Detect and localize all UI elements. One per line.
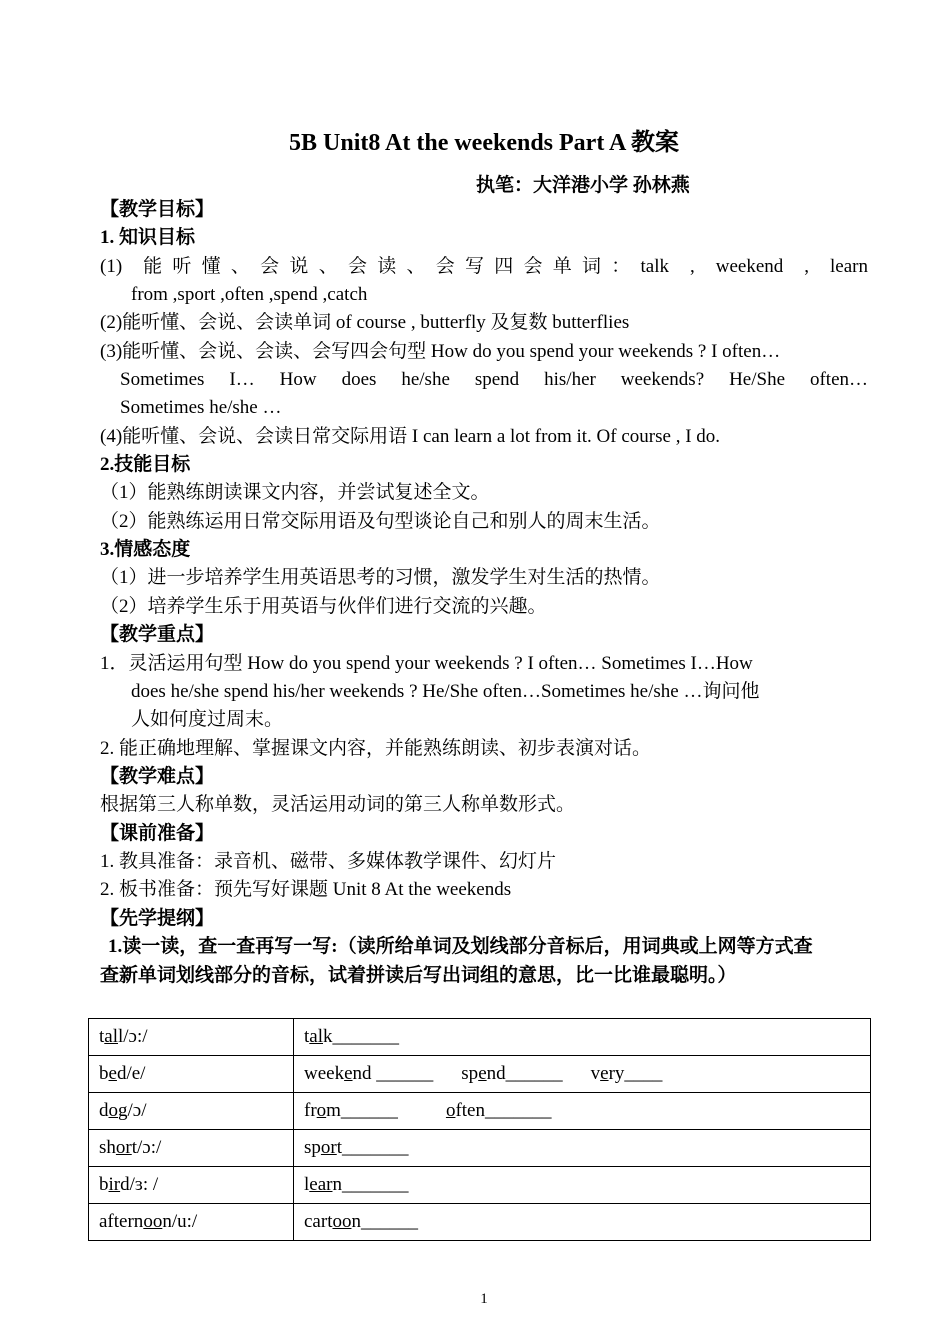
author-line: 执笔：大洋港小学 孙林燕 [476,175,690,196]
words-cell [294,1167,871,1204]
skill-item-2: （2）能熟练运用日常交际用语及句型谈论自己和别人的周末生活。 [100,511,661,532]
practice-word [304,1026,399,1047]
practice-word-suffix: n_______ [332,1174,409,1195]
practice-word-suffix: m______ [326,1100,398,1121]
sound-word-suffix: t/ɔ:/ [131,1137,162,1158]
skill-header: 2.技能目标 [100,454,191,475]
sound-word-prefix: sh [99,1137,116,1158]
practice-word [591,1063,663,1084]
page-number: 1 [480,1291,488,1307]
sound-word [99,1100,147,1121]
practice-word-underlined: or [320,1137,337,1158]
sound-word-prefix: t [99,1026,105,1047]
emotion-header: 3.情感态度 [100,539,191,560]
practice-word-prefix: t [304,1026,310,1047]
sound-word-suffix: l/ɔ:/ [118,1026,148,1047]
practice-word [304,1174,408,1195]
words-cell [294,1093,871,1130]
practice-word-underlined: o [445,1100,456,1121]
sound-cell [89,1093,294,1130]
knowledge-item-1-line-2: from ,sport ,often ,spend ,catch [131,284,368,305]
sound-word-prefix: d [99,1100,109,1121]
practice-word-prefix: sp [304,1137,321,1158]
skill-item-1: （1）能熟练朗读课文内容，并尝试复述全文。 [100,482,490,503]
knowledge-item-1-line-1 [100,255,868,279]
preparation-item-2: 2. 板书准备：预先写好课题 Unit 8 At the weekends [100,879,512,900]
emotion-item-1: （1）进一步培养学生用英语思考的习惯，激发学生对生活的热情。 [100,567,661,588]
sound-word [99,1211,197,1232]
practice-word-suffix: n______ [351,1211,418,1232]
sound-word-underlined: ir [108,1174,121,1195]
practice-word-suffix: nd______ [486,1063,563,1084]
practice-word-underlined: e [600,1063,609,1084]
practice-word-underlined: e [478,1063,487,1084]
practice-word-underlined: al [309,1026,323,1047]
sound-word-underlined: e [108,1063,117,1084]
sound-word-underlined: o [108,1100,118,1121]
practice-word [461,1063,562,1084]
sound-cell [89,1204,294,1241]
sound-cell [89,1056,294,1093]
sound-word-underlined: al [104,1026,118,1047]
knowledge-item-1-line-1-text: (1) 能听懂、会说、会读、会写四会单词：talk , weekend , learn [100,256,868,277]
pre-study-header: 【先学提纲】 [100,908,215,929]
sound-word [99,1063,145,1084]
words-cell [294,1019,871,1056]
sound-cell [89,1019,294,1056]
sound-word [99,1026,148,1047]
sound-word-underlined: or [115,1137,132,1158]
phonics-table-body [89,1019,871,1241]
sound-word-prefix: b [99,1063,109,1084]
words-cell [294,1204,871,1241]
practice-word [304,1100,398,1121]
practice-word-prefix: l [304,1174,310,1195]
practice-word-suffix: nd ______ [352,1063,434,1084]
sound-word [99,1137,161,1158]
task-line-2: 查新单词划线部分的音标，试着拼读后写出词组的意思，比一比谁最聪明。） [100,965,737,986]
sound-word-prefix: b [99,1174,109,1195]
knowledge-item-3-line-3: Sometimes he/she … [120,397,282,418]
table-row [89,1019,871,1056]
table-row [89,1130,871,1167]
key-point-1-line-3: 人如何度过周末。 [131,709,284,730]
table-row [89,1167,871,1204]
sound-word-suffix: d/e/ [116,1063,146,1084]
table-row [89,1056,871,1093]
practice-word-prefix: cart [304,1211,333,1232]
preparation-header: 【课前准备】 [100,823,215,844]
practice-word-suffix: t_______ [336,1137,409,1158]
key-point-1-line-1: 1．灵活运用句型 How do you spend your weekends ? I often… Sometimes I…How [100,653,753,674]
knowledge-item-3-line-2 [120,368,868,392]
page-title: 5B Unit8 At the weekends Part A 教案 [289,130,679,156]
objectives-header: 【教学目标】 [100,199,215,220]
practice-word-underlined: oo [332,1211,352,1232]
practice-word-suffix: k_______ [323,1026,399,1047]
key-point-2: 2. 能正确地理解、掌握课文内容，并能熟练朗读、初步表演对话。 [100,738,652,759]
knowledge-item-3-line-1: (3)能听懂、会说、会读、会写四会句型 How do you spend your weekends ? I often… [100,341,781,362]
knowledge-item-2: (2)能听懂、会说、会读单词 of course , butterfly 及复数 butterflies [100,312,630,333]
practice-word-prefix: week [304,1063,345,1084]
difficulty-item: 根据第三人称单数，灵活运用动词的第三人称单数形式。 [100,794,576,815]
sound-word-suffix: g/ɔ/ [118,1100,147,1121]
words-cell [294,1130,871,1167]
sound-cell [89,1167,294,1204]
practice-word-suffix: ften_______ [455,1100,552,1121]
sound-word [99,1174,158,1195]
task-line-1: 1.读一读，查一查再写一写:（读所给单词及划线部分音标后，用词典或上网等方式查 [108,936,813,957]
emotion-item-2: （2）培养学生乐于用英语与伙伴们进行交流的兴趣。 [100,596,547,617]
sound-cell [89,1130,294,1167]
table-row [89,1093,871,1130]
practice-word-underlined: o [316,1100,327,1121]
preparation-item-1: 1. 教具准备：录音机、磁带、多媒体教学课件、幻灯片 [100,851,557,872]
practice-word-underlined: e [344,1063,353,1084]
practice-word-suffix: ry____ [608,1063,663,1084]
words-cell [294,1056,871,1093]
sound-word-underlined: oo [143,1211,163,1232]
knowledge-item-3-line-2-text: Sometimes I… How does he/she spend his/her weekends? He/She often… [120,369,868,390]
table-row [89,1204,871,1241]
practice-word-prefix: fr [304,1100,317,1121]
phonics-table [88,1018,871,1241]
practice-word-underlined: ear [309,1174,333,1195]
practice-word [304,1137,409,1158]
sound-word-prefix: aftern [99,1211,144,1232]
knowledge-header: 1. 知识目标 [100,227,196,248]
knowledge-item-4: (4)能听懂、会说、会读日常交际用语 I can learn a lot from it. Of course , I do. [100,426,721,447]
sound-word-suffix: d/ɜ: / [120,1174,159,1195]
sound-word-suffix: n/u:/ [162,1211,198,1232]
practice-word-prefix: v [590,1063,601,1084]
practice-word [304,1063,433,1084]
practice-word-prefix: sp [461,1063,479,1084]
practice-word [446,1100,552,1121]
key-point-1-line-2: does he/she spend his/her weekends ? He/She often…Sometimes he/she …询问他 [131,681,760,702]
difficulty-header: 【教学难点】 [100,766,215,787]
key-points-header: 【教学重点】 [100,624,215,645]
practice-word [304,1211,418,1232]
